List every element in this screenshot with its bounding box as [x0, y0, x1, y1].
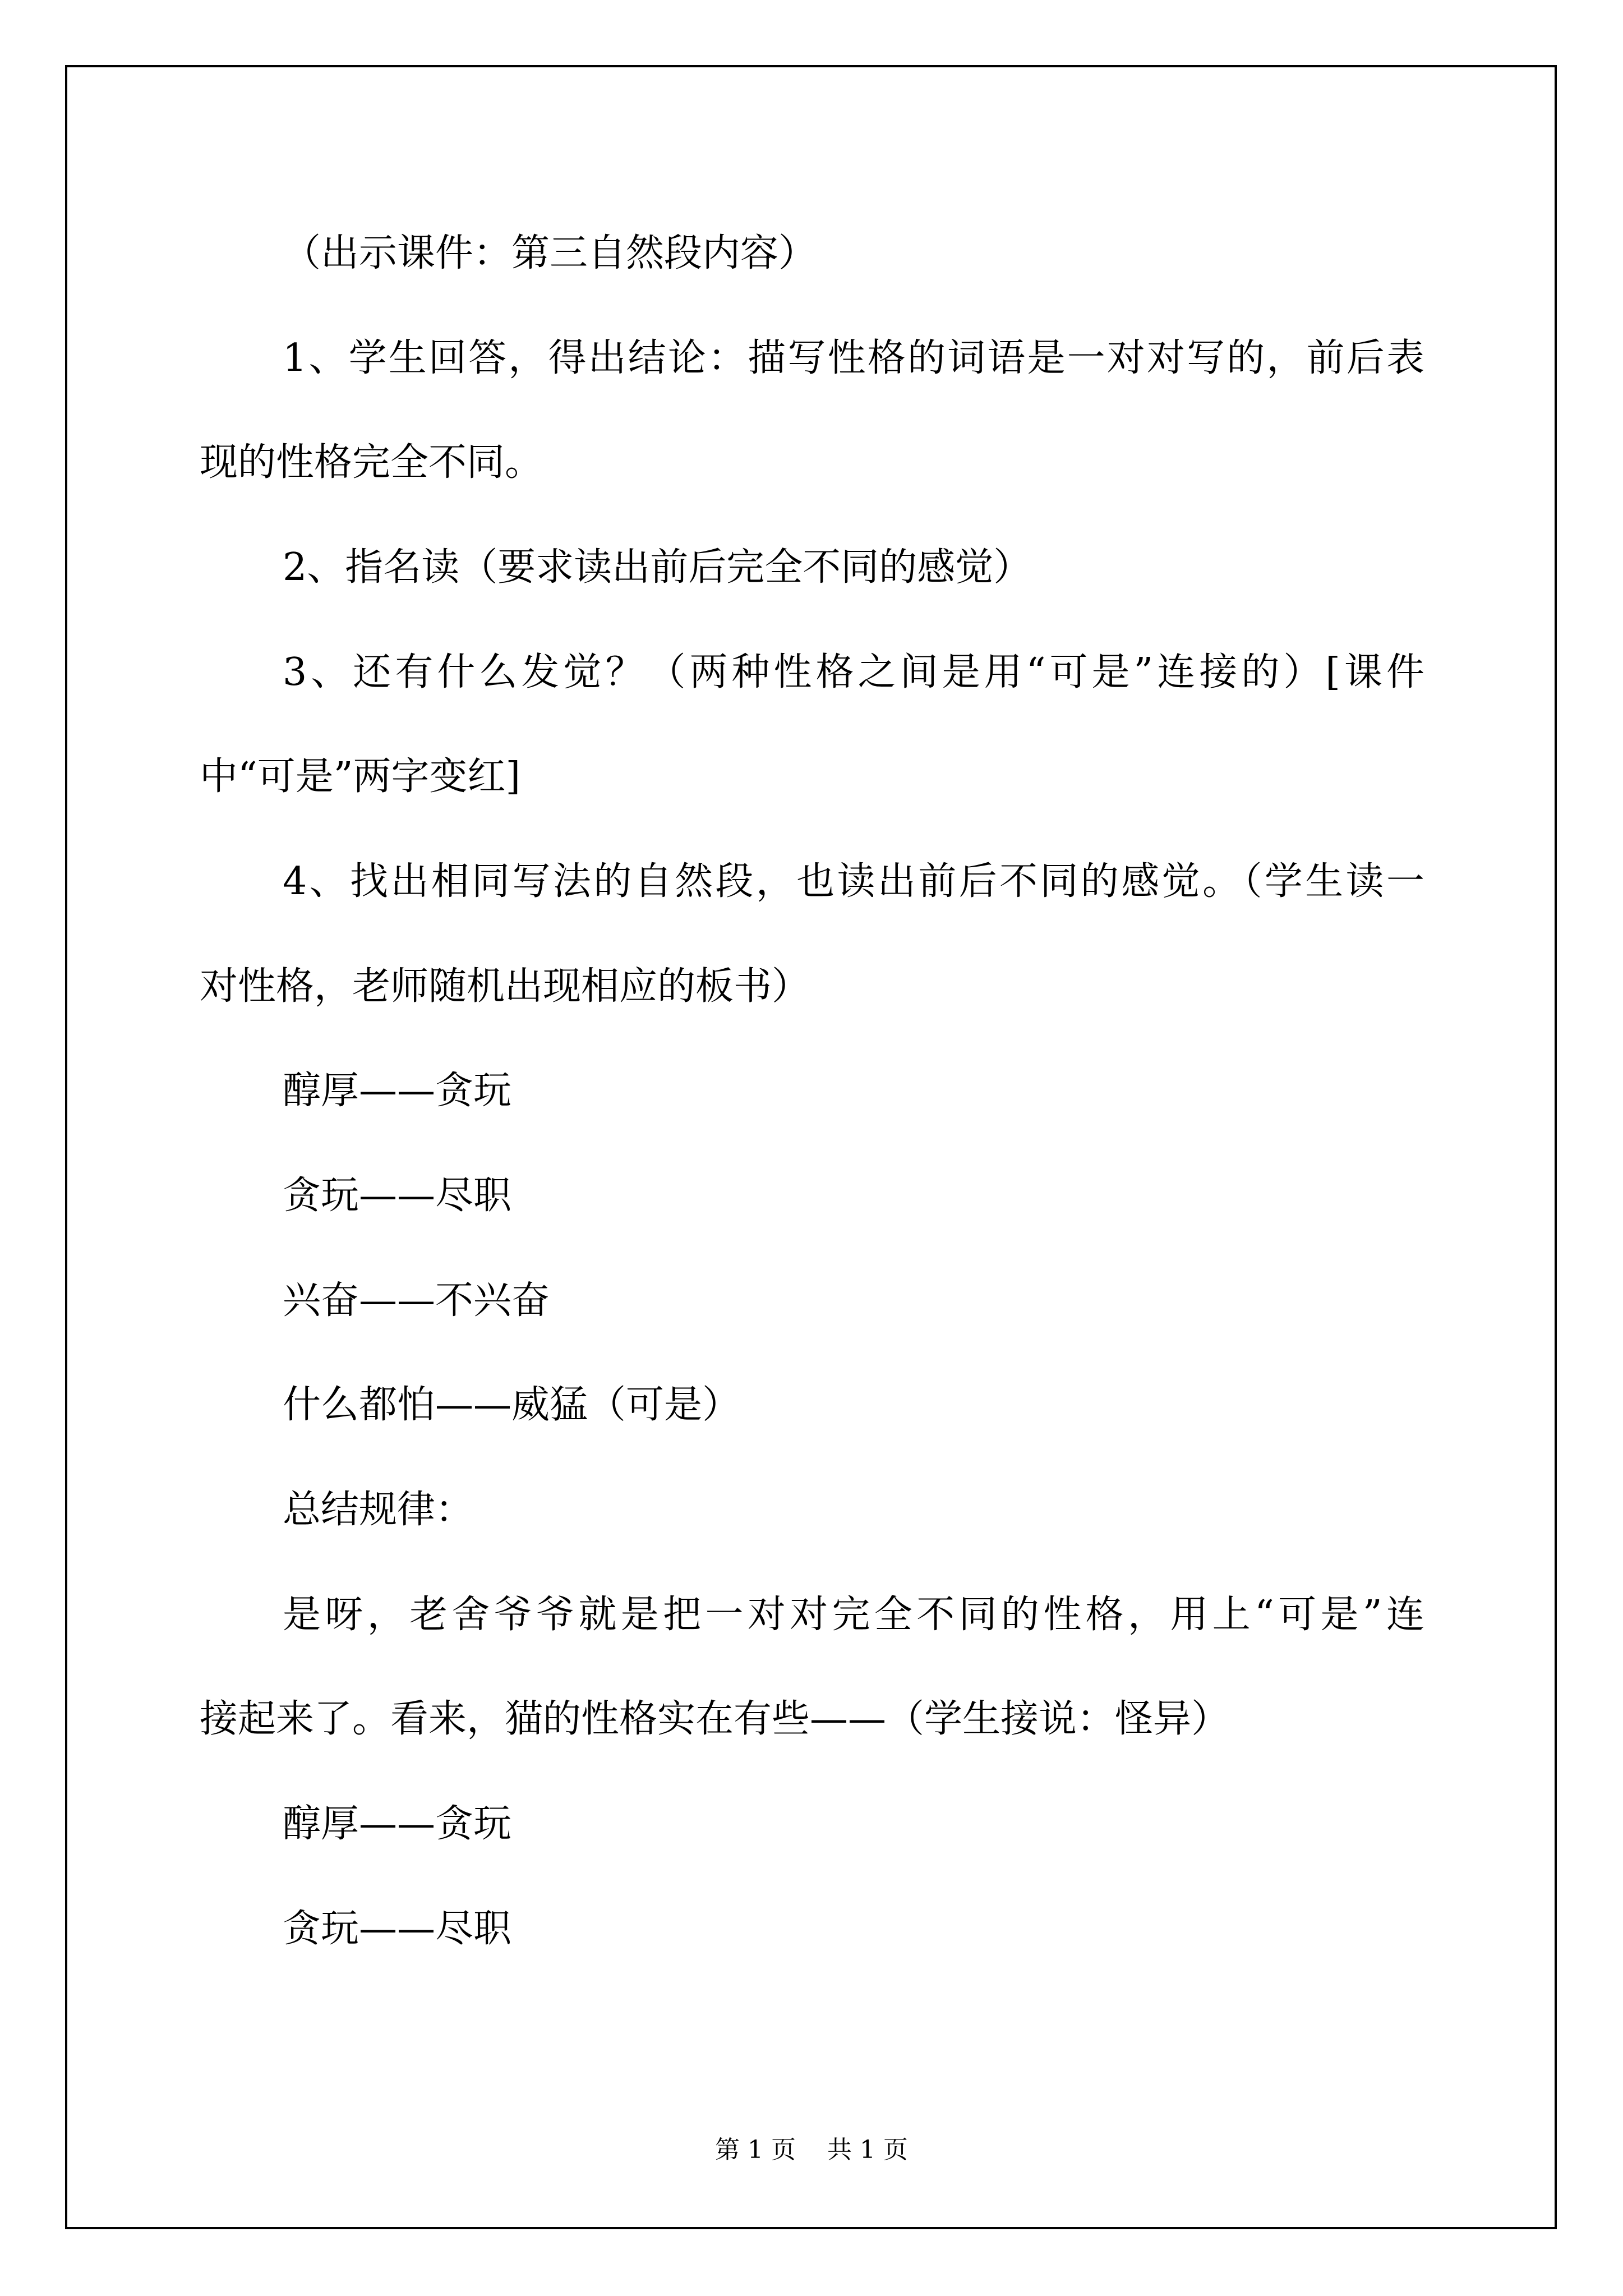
summary-paragraph-line-2: 接起来了。看来，猫的性格实在有些——（学生接说：怪异） — [200, 1697, 1230, 1741]
paragraph-4-line-1: 4、找出相同写法的自然段，也读出前后不同的感觉。（学生读一 — [283, 859, 1424, 904]
board-pair-5: 醇厚——贪玩 — [283, 1802, 512, 1846]
paragraph-1-line-2: 现的性格完全不同。 — [200, 440, 543, 485]
paragraph-2: 2、指名读（要求读出前后完全不同的感觉） — [283, 545, 1032, 590]
board-pair-2: 贪玩——尽职 — [283, 1174, 512, 1218]
summary-heading: 总结规律： — [283, 1488, 474, 1532]
board-pair-1: 醇厚——贪玩 — [283, 1069, 512, 1113]
board-pair-4: 什么都怕——威猛（可是） — [283, 1383, 741, 1427]
page-footer: 第 1 页 共 1 页 — [715, 2136, 908, 2164]
paragraph-3-line-2: 中“可是”两字变红] — [200, 754, 521, 799]
paragraph-courseware-note: （出示课件：第三自然段内容） — [283, 231, 817, 275]
board-pair-3: 兴奋——不兴奋 — [283, 1278, 550, 1323]
paragraph-4-line-2: 对性格，老师随机出现相应的板书） — [200, 964, 810, 1009]
paragraph-3-line-1: 3、还有什么发觉？（两种性格之间是用“可是”连接的）[课件 — [283, 650, 1424, 694]
paragraph-1-line-1: 1、学生回答，得出结论：描写性格的词语是一对对写的，前后表 — [283, 336, 1424, 380]
board-pair-6: 贪玩——尽职 — [283, 1907, 512, 1951]
summary-paragraph-line-1: 是呀，老舍爷爷就是把一对对完全不同的性格，用上“可是”连 — [283, 1593, 1424, 1637]
